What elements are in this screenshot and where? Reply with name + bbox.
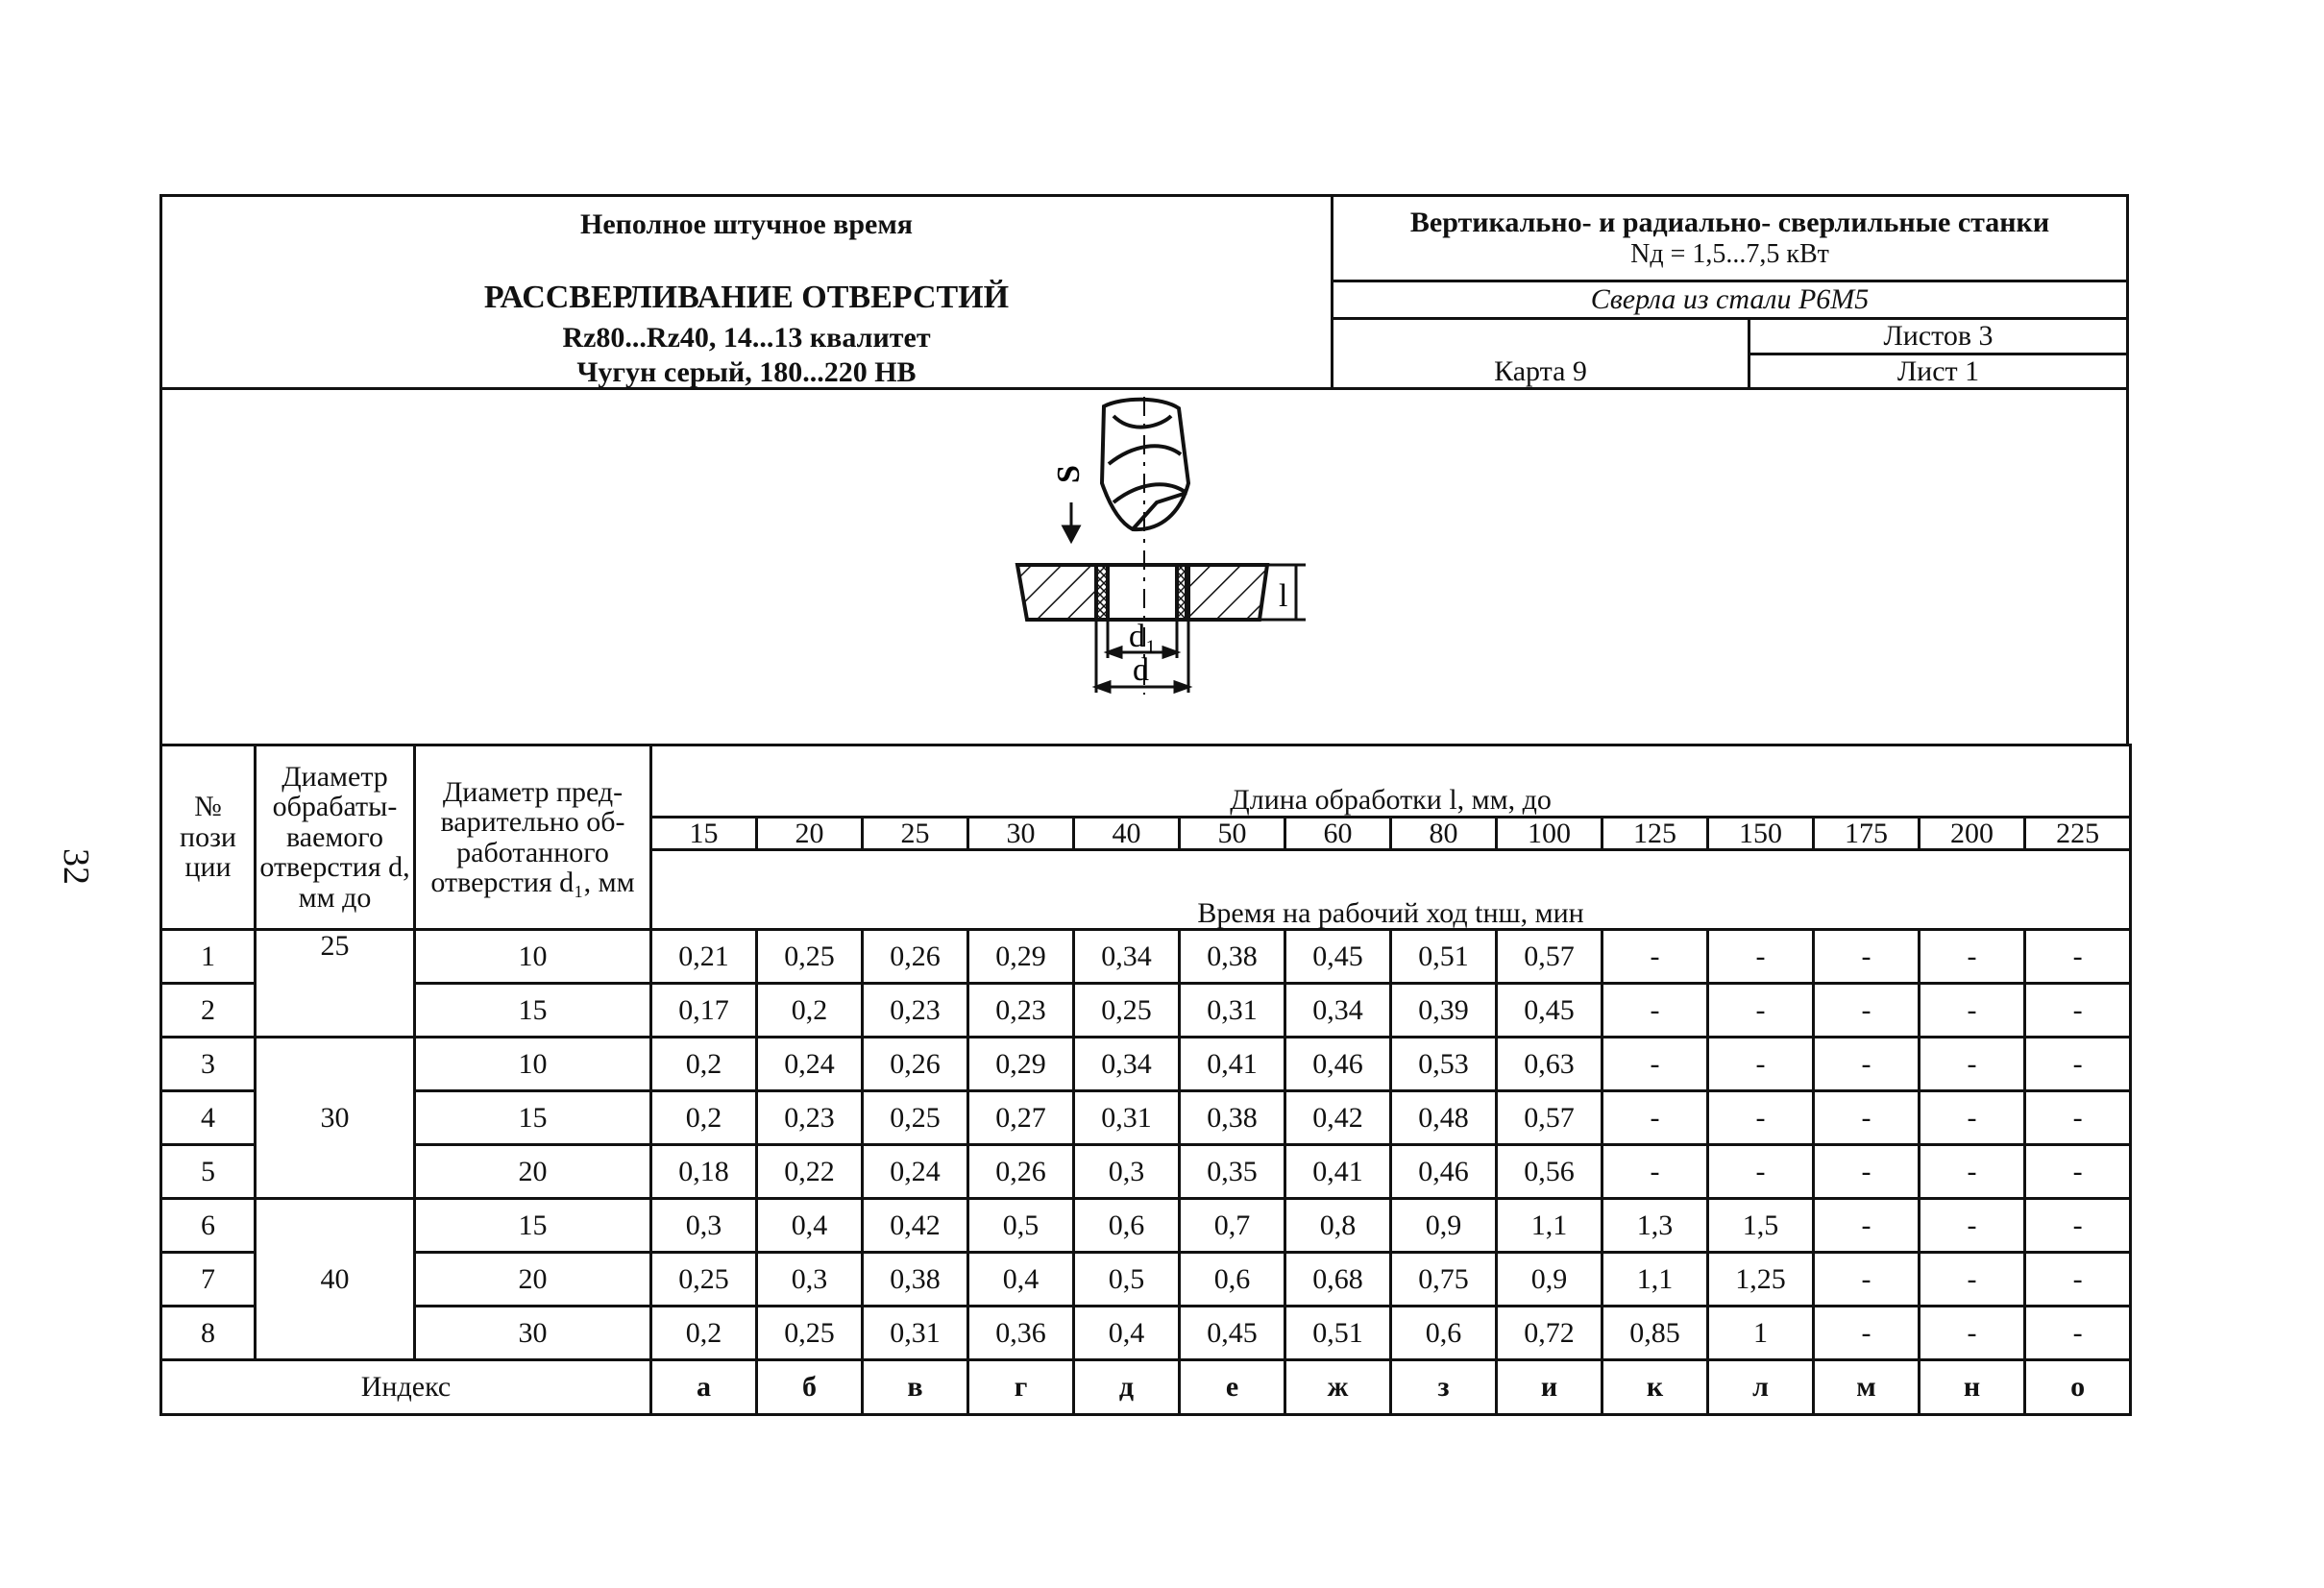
time-value-cell: 0,26 <box>968 1145 1074 1199</box>
time-value-cell: 0,35 <box>1180 1145 1285 1199</box>
time-norm-table <box>159 744 2132 1416</box>
length-header-cell: 200 <box>1920 817 2025 850</box>
time-value-cell: 0,23 <box>757 1091 863 1145</box>
time-value-cell: 0,41 <box>1180 1038 1285 1091</box>
index-label: Индекс <box>161 1360 651 1415</box>
feed-label: S <box>1051 465 1087 483</box>
time-value-cell: 0,4 <box>757 1199 863 1253</box>
table-row <box>161 1199 2131 1253</box>
time-value-cell: 0,21 <box>651 930 757 984</box>
time-value-cell: 0,24 <box>863 1145 968 1199</box>
position-cell: 5 <box>161 1145 256 1199</box>
time-value-cell: 0,2 <box>651 1091 757 1145</box>
time-value-cell: - <box>1920 1145 2025 1199</box>
time-value-cell: - <box>1920 984 2025 1038</box>
time-value-cell: - <box>1814 930 1920 984</box>
machine-type <box>1333 197 2126 282</box>
time-value-cell: - <box>2025 1307 2131 1360</box>
time-value-cell: 0,6 <box>1391 1307 1497 1360</box>
time-value-cell: - <box>1920 930 2025 984</box>
index-row <box>161 1360 2131 1415</box>
length-header-cell: 25 <box>863 817 968 850</box>
time-value-cell: 0,56 <box>1497 1145 1602 1199</box>
tool-material: Сверла из стали Р6М5 <box>1333 282 2126 320</box>
time-value-cell: 0,48 <box>1391 1091 1497 1145</box>
time-value-cell: 0,6 <box>1180 1253 1285 1307</box>
time-value-cell: 0,26 <box>863 1038 968 1091</box>
time-value-cell: 0,9 <box>1497 1253 1602 1307</box>
table-row <box>161 1145 2131 1199</box>
header-title: РАССВЕРЛИВАНИЕ ОТВЕРСТИЙ <box>483 280 1010 315</box>
time-value-cell: 0,25 <box>651 1253 757 1307</box>
position-cell: 7 <box>161 1253 256 1307</box>
index-cell: н <box>1920 1360 2025 1415</box>
length-header-cell: 30 <box>968 817 1074 850</box>
index-cell: л <box>1708 1360 1814 1415</box>
length-header-cell: 15 <box>651 817 757 850</box>
position-cell: 3 <box>161 1038 256 1091</box>
time-value-cell: 0,3 <box>1074 1145 1180 1199</box>
page-number: 32 <box>56 848 96 885</box>
pre-diameter-cell: 20 <box>415 1145 651 1199</box>
table-row <box>161 984 2131 1038</box>
time-value-cell: 0,2 <box>651 1307 757 1360</box>
length-header-cell: 20 <box>757 817 863 850</box>
col-header-length: Длина обработки l, мм, до <box>651 785 2131 817</box>
time-value-cell: - <box>1920 1307 2025 1360</box>
index-cell: е <box>1180 1360 1285 1415</box>
time-value-cell: 0,45 <box>1180 1307 1285 1360</box>
time-value-cell: 0,29 <box>968 1038 1074 1091</box>
card-number: Карта 9 <box>1333 320 1750 387</box>
time-value-cell: 0,72 <box>1497 1307 1602 1360</box>
time-value-cell: - <box>1602 1038 1708 1091</box>
index-cell: г <box>968 1360 1074 1415</box>
index-cell: з <box>1391 1360 1497 1415</box>
header-title-block <box>162 197 1333 387</box>
time-value-cell: 0,18 <box>651 1145 757 1199</box>
time-value-cell: 0,53 <box>1391 1038 1497 1091</box>
table-row <box>161 1307 2131 1360</box>
pre-diameter-cell: 10 <box>415 930 651 984</box>
time-value-cell: 0,27 <box>968 1091 1074 1145</box>
time-value-cell: 0,42 <box>1285 1091 1391 1145</box>
time-value-cell: 0,2 <box>651 1038 757 1091</box>
pre-diameter-cell: 15 <box>415 1199 651 1253</box>
card-meta <box>1333 320 2126 387</box>
time-value-cell: 0,8 <box>1285 1199 1391 1253</box>
diameter-cell: 30 <box>256 1038 415 1199</box>
time-value-cell: - <box>2025 1091 2131 1145</box>
drilling-diagram <box>159 387 2129 745</box>
pre-diameter-cell: 15 <box>415 984 651 1038</box>
time-value-cell: 0,22 <box>757 1145 863 1199</box>
header-material: Чугун серый, 180...220 НВ <box>576 356 917 388</box>
time-value-cell: - <box>1814 1199 1920 1253</box>
time-value-cell: 0,45 <box>1497 984 1602 1038</box>
sheets-total: Листов 3 <box>1750 320 2126 355</box>
length-header-cell: 175 <box>1814 817 1920 850</box>
time-value-cell: 0,31 <box>863 1307 968 1360</box>
time-value-cell: - <box>2025 1038 2131 1091</box>
time-value-cell: 0,42 <box>863 1199 968 1253</box>
length-header-cell: 50 <box>1180 817 1285 850</box>
col-header-time: Время на рабочий ход tнш, мин <box>651 850 2131 930</box>
time-value-cell: - <box>1920 1253 2025 1307</box>
time-value-cell: 0,23 <box>968 984 1074 1038</box>
time-value-cell: 0,85 <box>1602 1307 1708 1360</box>
time-value-cell: 1,5 <box>1708 1199 1814 1253</box>
time-value-cell: 0,5 <box>968 1199 1074 1253</box>
length-header-cell: 225 <box>2025 817 2131 850</box>
d1-label: d₁ <box>1129 619 1157 654</box>
time-value-cell: 0,34 <box>1074 930 1180 984</box>
time-value-cell: - <box>2025 930 2131 984</box>
time-value-cell: 0,23 <box>863 984 968 1038</box>
diameter-cell: 40 <box>256 1199 415 1360</box>
length-label: l <box>1279 578 1288 614</box>
time-value-cell: 1,1 <box>1602 1253 1708 1307</box>
length-header-cell: 40 <box>1074 817 1180 850</box>
col-header-pre-diameter: Диаметр пред- варительно об- работанного отверстия d₁, мм <box>415 745 651 930</box>
header-info-block <box>1333 197 2126 387</box>
time-value-cell: 0,34 <box>1285 984 1391 1038</box>
drill-sketch <box>162 387 2126 743</box>
time-value-cell: - <box>1920 1091 2025 1145</box>
time-value-cell: 0,7 <box>1180 1199 1285 1253</box>
time-value-cell: - <box>1708 930 1814 984</box>
time-value-cell: - <box>2025 984 2131 1038</box>
time-value-cell: - <box>1814 1145 1920 1199</box>
col-header-position: № пози ции <box>161 745 256 930</box>
time-value-cell: - <box>1814 1091 1920 1145</box>
index-cell: к <box>1602 1360 1708 1415</box>
time-value-cell: - <box>2025 1199 2131 1253</box>
length-header-cell: 125 <box>1602 817 1708 850</box>
time-value-cell: - <box>1814 984 1920 1038</box>
time-value-cell: 0,51 <box>1285 1307 1391 1360</box>
time-value-cell: 0,25 <box>1074 984 1180 1038</box>
feed-arrow-icon <box>1064 502 1079 541</box>
time-value-cell: - <box>1920 1199 2025 1253</box>
d-label: d <box>1133 652 1149 688</box>
time-value-cell: - <box>2025 1145 2131 1199</box>
time-value-cell: 0,17 <box>651 984 757 1038</box>
time-value-cell: 0,34 <box>1074 1038 1180 1091</box>
time-value-cell: - <box>1602 984 1708 1038</box>
time-value-cell: 0,9 <box>1391 1199 1497 1253</box>
time-value-cell: - <box>1602 930 1708 984</box>
time-value-cell: 0,2 <box>757 984 863 1038</box>
time-value-cell: 0,41 <box>1285 1145 1391 1199</box>
position-cell: 6 <box>161 1199 256 1253</box>
length-header-cell: 60 <box>1285 817 1391 850</box>
time-value-cell: - <box>1602 1145 1708 1199</box>
table-row <box>161 1038 2131 1091</box>
pre-diameter-cell: 20 <box>415 1253 651 1307</box>
time-value-cell: 0,75 <box>1391 1253 1497 1307</box>
time-value-cell: 0,4 <box>968 1253 1074 1307</box>
machine-type-label: Вертикально- и радиально- сверлильные станки <box>1409 207 2050 238</box>
time-value-cell: 0,38 <box>863 1253 968 1307</box>
time-value-cell: - <box>1708 984 1814 1038</box>
sheet-number: Лист 1 <box>1896 355 1980 387</box>
table-row <box>161 1091 2131 1145</box>
length-header-cell: 80 <box>1391 817 1497 850</box>
index-cell: д <box>1074 1360 1180 1415</box>
time-value-cell: - <box>1814 1253 1920 1307</box>
time-value-cell: 0,36 <box>968 1307 1074 1360</box>
position-cell: 8 <box>161 1307 256 1360</box>
index-cell: б <box>757 1360 863 1415</box>
time-value-cell: 0,25 <box>757 1307 863 1360</box>
time-value-cell: 0,5 <box>1074 1253 1180 1307</box>
position-cell: 4 <box>161 1091 256 1145</box>
time-value-cell: 0,24 <box>757 1038 863 1091</box>
time-value-cell: 0,63 <box>1497 1038 1602 1091</box>
diameter-cell: 25 <box>256 930 415 1038</box>
time-value-cell: 0,26 <box>863 930 968 984</box>
index-cell: в <box>863 1360 968 1415</box>
pre-diameter-cell: 15 <box>415 1091 651 1145</box>
time-value-cell: 1,1 <box>1497 1199 1602 1253</box>
time-value-cell: 0,4 <box>1074 1307 1180 1360</box>
time-value-cell: - <box>1602 1091 1708 1145</box>
time-value-cell: 0,3 <box>757 1253 863 1307</box>
table-row <box>161 930 2131 984</box>
pre-diameter-cell: 30 <box>415 1307 651 1360</box>
time-value-cell: - <box>1708 1145 1814 1199</box>
time-value-cell: 0,51 <box>1391 930 1497 984</box>
time-value-cell: 0,29 <box>968 930 1074 984</box>
time-value-cell: 0,57 <box>1497 930 1602 984</box>
time-value-cell: 1 <box>1708 1307 1814 1360</box>
time-value-cell: 0,25 <box>757 930 863 984</box>
index-cell: а <box>651 1360 757 1415</box>
header-quality: Rz80...Rz40, 14...13 квалитет <box>562 322 931 354</box>
workpiece <box>1017 565 1267 620</box>
time-value-cell: - <box>1708 1038 1814 1091</box>
header-subtitle: Неполное штучное время <box>579 208 914 240</box>
time-value-cell: 1,25 <box>1708 1253 1814 1307</box>
time-value-cell: 0,31 <box>1074 1091 1180 1145</box>
index-cell: и <box>1497 1360 1602 1415</box>
table-row <box>161 1253 2131 1307</box>
time-value-cell: 1,3 <box>1602 1199 1708 1253</box>
time-value-cell: 0,31 <box>1180 984 1285 1038</box>
index-cell: м <box>1814 1360 1920 1415</box>
time-value-cell: - <box>1920 1038 2025 1091</box>
position-cell: 2 <box>161 984 256 1038</box>
index-cell: о <box>2025 1360 2131 1415</box>
time-value-cell: 0,38 <box>1180 1091 1285 1145</box>
length-header-cell: 100 <box>1497 817 1602 850</box>
time-value-cell: 0,46 <box>1391 1145 1497 1199</box>
time-value-cell: 0,3 <box>651 1199 757 1253</box>
time-value-cell: 0,38 <box>1180 930 1285 984</box>
time-value-cell: 0,57 <box>1497 1091 1602 1145</box>
position-cell: 1 <box>161 930 256 984</box>
time-value-cell: 0,45 <box>1285 930 1391 984</box>
time-value-cell: - <box>1708 1091 1814 1145</box>
power-range: Nд = 1,5...7,5 кВт <box>1630 239 1829 269</box>
norm-card <box>159 194 2129 1422</box>
time-value-cell: 0,6 <box>1074 1199 1180 1253</box>
card-header <box>159 194 2129 390</box>
length-header-cell: 150 <box>1708 817 1814 850</box>
col-header-length-spacer <box>651 745 2131 786</box>
time-value-cell: 0,25 <box>863 1091 968 1145</box>
col-header-diameter: Диаметр обрабаты- ваемого отверстия d, мм до <box>256 745 415 930</box>
time-value-cell: 0,68 <box>1285 1253 1391 1307</box>
index-cell: ж <box>1285 1360 1391 1415</box>
time-value-cell: - <box>1814 1038 1920 1091</box>
time-value-cell: 0,39 <box>1391 984 1497 1038</box>
time-value-cell: 0,46 <box>1285 1038 1391 1091</box>
time-value-cell: - <box>2025 1253 2131 1307</box>
pre-diameter-cell: 10 <box>415 1038 651 1091</box>
time-value-cell: - <box>1814 1307 1920 1360</box>
